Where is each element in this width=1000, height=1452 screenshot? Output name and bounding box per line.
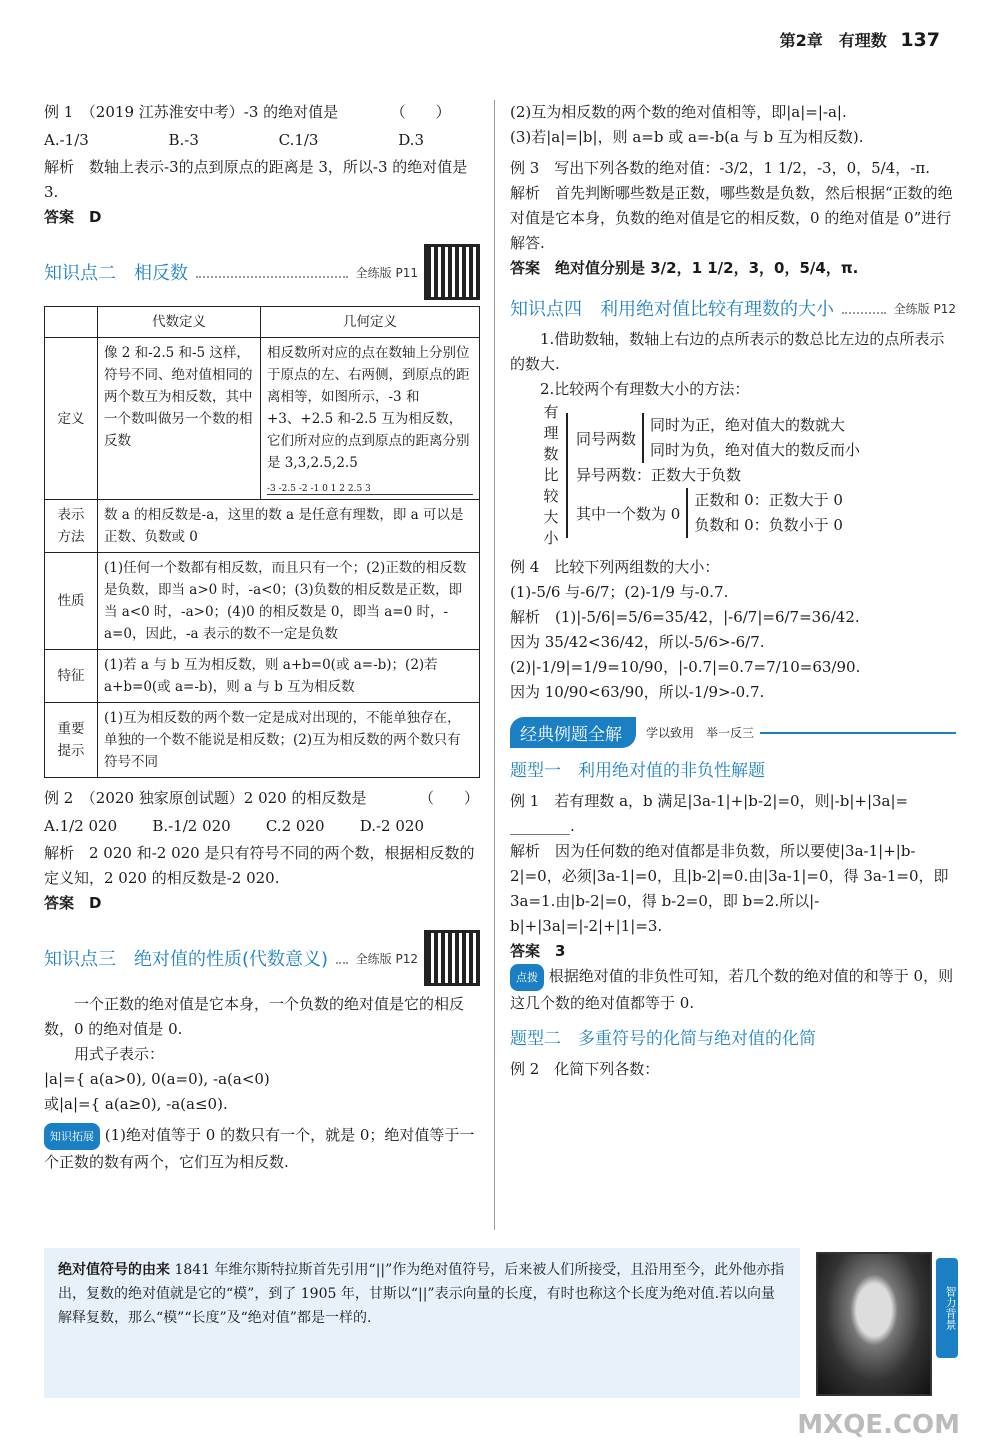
type-2-title: 题型二 多重符号的化简与绝对值的化简 xyxy=(510,1029,816,1049)
ex3-answer: 答案 绝对值分别是 3/2，1 1/2，3，0，5/4，π. xyxy=(510,259,859,277)
formula-1: |a|={ a(a>0), 0(a=0), -a(a<0) xyxy=(44,1070,270,1088)
kp2-title: 知识点二 相反数 xyxy=(44,263,188,284)
brace-same-sign xyxy=(576,413,860,463)
ex1-option-b: B.-3 xyxy=(168,131,199,149)
ex4-analysis-3: (2)|-1/9|=1/9=10/90，|-0.7|=0.7=7/10=63/90. xyxy=(510,658,861,676)
dotted-leader xyxy=(842,302,886,314)
ex2-answer: 答案 D xyxy=(44,894,102,912)
brace-same-label: 同号两数 xyxy=(576,429,637,448)
kp3-title: 知识点三 绝对值的性质(代数意义) xyxy=(44,949,329,970)
extension-block xyxy=(44,1123,480,1175)
right-column xyxy=(510,100,956,1082)
kp4-point-2: 2.比较两个有理数大小的方法： xyxy=(540,380,750,398)
table-header-cell xyxy=(45,307,98,338)
left-column xyxy=(44,100,480,1175)
table-row xyxy=(45,553,480,650)
extension-text: (1)绝对值等于 0 的数只有一个，就是 0；绝对值等于一个正数的数有两个，它们互为相反数. xyxy=(44,1126,475,1171)
chapter-title: 第2章 有理数 xyxy=(779,31,887,50)
side-tab: 智力背景 xyxy=(936,1258,958,1358)
row-label: 重要提示 xyxy=(45,703,98,778)
table-header-row xyxy=(45,307,480,338)
ex2-option-c: C.2 020 xyxy=(265,817,325,835)
ex1-option-c: C.1/3 xyxy=(278,131,319,149)
comparison-brace-diagram xyxy=(540,402,956,549)
knowledge-point-2 xyxy=(44,244,480,300)
page-header xyxy=(780,28,940,51)
qr-code-icon[interactable] xyxy=(424,930,480,986)
tip-text: 根据绝对值的非负性可知，若几个数的绝对值的和等于 0，则这几个数的绝对值都等于 0. xyxy=(510,967,954,1012)
knowledge-point-4 xyxy=(510,295,956,321)
background-info-box xyxy=(44,1248,800,1398)
tip-tag: 点拨 xyxy=(510,964,544,991)
formula-intro: 用式子表示： xyxy=(74,1045,165,1063)
brace-zero-label: 其中一个数为 0 xyxy=(576,504,681,523)
ex1-analysis: 解析 数轴上表示-3的点到原点的距离是 3，所以-3 的绝对值是 3. xyxy=(44,158,468,201)
brace-content xyxy=(566,413,860,538)
row-label: 表示方法 xyxy=(45,500,98,553)
ex3-analysis: 解析 首先判断哪些数是正数，哪些数是负数，然后根据“正数的绝对值是它本身，负数的绝对值是它的相反数，0 的绝对值是 0”进行解答. xyxy=(510,184,953,252)
property-3: (3)若|a|=|b|，则 a=b 或 a=-b(a 与 b 互为相反数). xyxy=(510,128,864,146)
property-2: (2)互为相反数的两个数的绝对值相等，即|a|=|-a|. xyxy=(510,103,847,121)
t1-analysis: 解析 因为任何数的绝对值都是非负数，所以要使|3a-1|+|b-2|=0，必须|3a-1|=0，且|b-2|=0.由|3a-1|=0，得 3a-1=0，即 3a=1.由|b-2|=0，得 b-2=0，即 b=2.所以|-b|+|3a|=|-2|+|1|=3. xyxy=(510,842,949,935)
ex2-options xyxy=(44,817,424,835)
footer-title: 绝对值符号的由来 xyxy=(58,1262,170,1278)
banner-subtitle: 学以致用 举一反三 xyxy=(646,726,755,740)
column-divider xyxy=(494,100,495,1230)
ex4-question: 例 4 比较下列两组数的大小： xyxy=(510,558,720,576)
brace-zero-group xyxy=(686,488,843,538)
row-text: (1)若 a 与 b 互为相反数，则 a+b=0(或 a=-b)；(2)若 a+b=0(或 a=-b)，则 a 与 b 互为相反数 xyxy=(98,650,480,703)
example-1 xyxy=(44,100,480,230)
ex1-question: 例 1 （2019 江苏淮安中考）-3 的绝对值是 （ ） xyxy=(44,103,451,121)
type-1-title: 题型一 利用绝对值的非负性解题 xyxy=(510,761,765,781)
number-line: -3 -2.5 -2 -1 0 1 2 2.5 3 xyxy=(267,478,473,495)
ex2-option-b: B.-1/2 020 xyxy=(152,817,231,835)
ex1-options xyxy=(44,131,424,149)
def-geometric-cell xyxy=(261,338,480,500)
row-text: 数 a 的相反数是-a，这里的数 a 是任意有理数，即 a 可以是正数、负数或 0 xyxy=(98,500,480,553)
row-label: 性质 xyxy=(45,553,98,650)
def-geometric: 相反数所对应的点在数轴上分别位于原点的左、右两侧，到原点的距离相等，如图所示，-3 和+3、+2.5 和-2.5 互为相反数，它们所对应的点到原点的距离分别是 3,3,2.5,2.5 xyxy=(267,345,470,471)
watermark: MXQE.COM xyxy=(797,1410,960,1440)
page-number: 137 xyxy=(900,29,940,51)
ex2-analysis: 解析 2 020 和-2 020 是只有符号不同的两个数，根据相反数的定义知，2 020 的相反数是-2 020. xyxy=(44,844,475,887)
kp4-point-1: 1.借助数轴，数轴上右边的点所表示的数总比左边的点所表示的数大. xyxy=(510,330,945,373)
kp3-text: 一个正数的绝对值是它本身，一个负数的绝对值是它的相反数，0 的绝对值是 0. xyxy=(44,995,465,1038)
footer-text: 1841 年维尔斯特拉斯首先引用“||”作为绝对值符号，后来被人们所接受，且沿用至今，此外他亦指出，复数的绝对值就是它的“模”，到了 1905 年，甘斯以“||”表示向量的长度，有时也称这个长度为绝对值.若以向量解释复数，那么“模”“长度”及“绝对值”都是一样的. xyxy=(58,1262,785,1326)
ex1-option-a: A.-1/3 xyxy=(44,131,89,149)
table-row xyxy=(45,338,480,500)
row-text: (1)互为相反数的两个数一定是成对出现的，不能单独存在，单独的一个数不能说是相反数；(2)互为相反数的两个数只有符号不同 xyxy=(98,703,480,778)
banner-rule xyxy=(760,732,956,734)
t1-question: 例 1 若有理数 a，b 满足|3a-1|+|b-2|=0，则|-b|+|3a|= xyxy=(510,792,909,810)
kp4-title: 知识点四 利用绝对值比较有理数的大小 xyxy=(510,299,834,320)
brace-vertical-label: 有理数比较大小 xyxy=(543,403,559,547)
brace-same-1: 同时为正，绝对值大的数就大 xyxy=(650,416,846,434)
ex1-option-d: D.3 xyxy=(398,131,424,149)
ex4-analysis-2: 因为 35/42<36/42，所以-5/6>-6/7. xyxy=(510,633,765,651)
formula-2: 或|a|={ a(a≥0), -a(a≤0). xyxy=(44,1095,228,1113)
table-header-cell: 代数定义 xyxy=(98,307,261,338)
table-row xyxy=(45,500,480,553)
qr-code-icon[interactable] xyxy=(424,244,480,300)
ex1-answer: 答案 D xyxy=(44,208,102,226)
dotted-leader xyxy=(336,952,348,964)
row-text: (1)任何一个数都有相反数，而且只有一个；(2)正数的相反数是负数，即当 a>0 时，-a<0；(3)负数的相反数是正数，即当 a<0 时，-a>0；(4)0 的相反数是 0，即当 a=0 时，-a=0，因此，-a 表示的数不一定是负数 xyxy=(98,553,480,650)
brace-zero xyxy=(576,488,860,538)
t1-answer: 答案 3 xyxy=(510,942,566,960)
brace-diff-sign: 异号两数：正数大于负数 xyxy=(576,466,742,484)
banner-title: 经典例题全解 xyxy=(510,717,636,748)
table-header-cell: 几何定义 xyxy=(261,307,480,338)
table-row xyxy=(45,703,480,778)
ex2-option-a: A.1/2 020 xyxy=(44,817,118,835)
row-label: 特征 xyxy=(45,650,98,703)
extension-tag: 知识拓展 xyxy=(44,1123,100,1150)
dotted-leader xyxy=(196,266,348,278)
knowledge-point-3 xyxy=(44,930,480,986)
example-2 xyxy=(44,786,480,916)
brace-zero-2: 负数和 0：负数小于 0 xyxy=(694,516,843,534)
portrait-image xyxy=(816,1252,932,1396)
brace-same-group xyxy=(642,413,860,463)
table-row xyxy=(45,650,480,703)
t1-blank: ________. xyxy=(510,817,575,835)
def-algebraic: 像 2 和-2.5 和-5 这样，符号不同、绝对值相同的两个数互为相反数，其中一个数叫做另一个数的相反数 xyxy=(98,338,261,500)
row-label: 定义 xyxy=(45,338,98,500)
ex2-question: 例 2 （2020 独家原创试题）2 020 的相反数是 （ ） xyxy=(44,789,479,807)
brace-same-2: 同时为负，绝对值大的数反而小 xyxy=(650,441,861,459)
ex4-analysis-4: 因为 10/90<63/90，所以-1/9>-0.7. xyxy=(510,683,765,701)
ex4-analysis-1: 解析 (1)|-5/6|=5/6=35/42，|-6/7|=6/7=36/42. xyxy=(510,608,860,626)
ex3-question: 例 3 写出下列各数的绝对值：-3/2，1 1/2，-3，0，5/4，-π. xyxy=(510,159,930,177)
kp2-ref: 全练版 P11 xyxy=(355,265,418,280)
ex2-option-d: D.-2 020 xyxy=(359,817,424,835)
classic-examples-banner xyxy=(510,717,956,748)
tip-block xyxy=(510,964,956,1016)
opposite-number-table xyxy=(44,306,480,778)
kp3-ref: 全练版 P12 xyxy=(355,951,418,966)
kp4-ref: 全练版 P12 xyxy=(893,301,956,316)
t2-question: 例 2 化简下列各数： xyxy=(510,1060,660,1078)
brace-zero-1: 正数和 0：正数大于 0 xyxy=(694,491,843,509)
ex4-parts: (1)-5/6 与-6/7；(2)-1/9 与-0.7. xyxy=(510,583,729,601)
